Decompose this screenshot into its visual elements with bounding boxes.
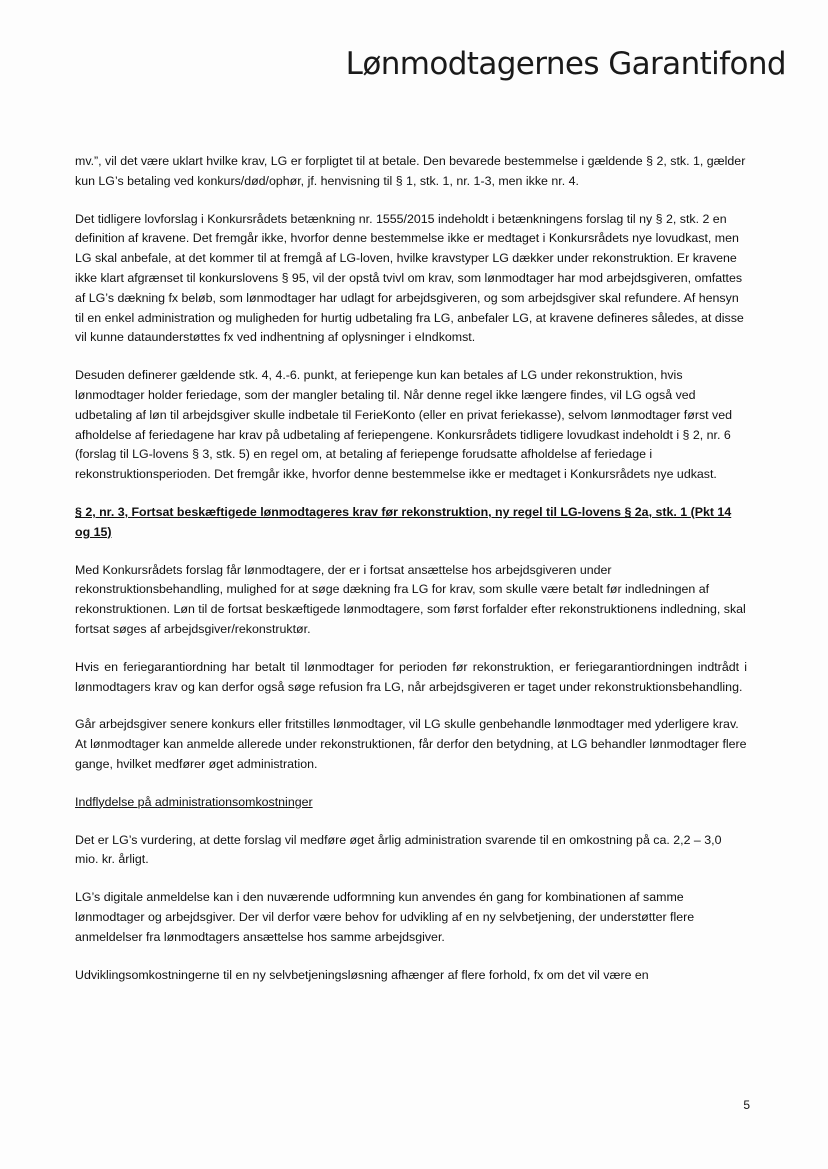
section-heading: § 2, nr. 3, Fortsat beskæftigede lønmodtageres krav før rekonstruktion, ny regel til LG-lovens § 2a, stk. 1 (Pkt 14 og 15) bbox=[75, 504, 732, 539]
paragraph: Det er LG’s vurdering, at dette forslag vil medføre øget årlig administration svarende til en omkostning på ca. 2,2 – 3,0 mio. kr. årligt. bbox=[75, 832, 722, 867]
paragraph: Hvis en feriegarantiordning har betalt til lønmodtager for perioden før rekonstruktion, er feriegarantiordningen indtrådt i lønmodtagers krav og kan derfor også søge refusion fra LG, når arbejdsgiveren er taget under rekonstruktionsbehandling. bbox=[75, 659, 747, 694]
paragraph: LG’s digitale anmeldelse kan i den nuværende udformning kun anvendes én gang for kombinationen af samme lønmodtager og arbejdsgiver. Der vil derfor være behov for udvikling af en ny selvbetjening, der understøtter flere anmeldelser fra lønmodtagers ansættelse hos samme arbejdsgiver. bbox=[75, 890, 695, 944]
organization-logo: Lønmodtagernes Garantifond bbox=[345, 46, 786, 82]
paragraph: Udviklingsomkostningerne til en ny selvbetjeningsløsning afhænger af flere forhold, fx om det vil være en bbox=[75, 967, 649, 982]
paragraph: Desuden definerer gældende stk. 4, 4.-6. punkt, at feriepenge kun kan betales af LG under rekonstruktion, hvis lønmodtager holder feriedage, som der mangler betaling til. Når denne regel ikke længere findes, vil LG også ved udbetaling af løn til arbejdsgiver skulle indbetale til FerieKonto (eller en privat feriekasse), selvom lønmodtager først ved afholdelse af feriedagene har krav på udbetaling af feriepengene. Konkursrådets tidligere lovudkast indeholdt i § 2, nr. 6 (forslag til LG-lovens § 3, stk. 5) en regel om, at betaling af feriepenge forudsatte afholdelse af feriedage i rekonstruktionsperioden. Det fremgår ikke, hvorfor denne bestemmelse ikke er medtaget i Konkursrådets nye udkast. bbox=[75, 368, 733, 482]
paragraph: Det tidligere lovforslag i Konkursrådets betænkning nr. 1555/2015 indeholdt i betænkningens forslag til ny § 2, stk. 2 en definition af kravene. Det fremgår ikke, hvorfor denne bestemmelse ikke er medtaget i Konkursrådets nye lovudkast, men LG skal anbefale, at det kommer til at fremgå af LG-loven, hvilke kravstyper LG dækker under rekonstruktion. Er kravene ikke klart afgrænset til konkurslovens § 95, vil der opstå tvivl om krav, som lønmodtager har mod arbejdsgiveren, omfattes af LG’s dækning fx beløb, som lønmodtager har udlagt for arbejdsgiveren, og som arbejdsgiver skal refundere. Af hensyn til en enkel administration og muligheden for hurtig udbetaling fra LG, anbefaler LG, at kravene defineres således, at disse vil kunne dataunderstøttes fx ved indhentning af oplysninger i eIndkomst. bbox=[75, 211, 744, 345]
paragraph: mv.”, vil det være uklart hvilke krav, LG er forpligtet til at betale. Den bevarede bestemmelse i gældende § 2, stk. 1, gælder kun LG’s betaling ved konkurs/død/ophør, jf. henvisning til § 1, stk. 1, nr. 1-3, men ikke nr. 4. bbox=[75, 154, 746, 188]
paragraph: Går arbejdsgiver senere konkurs eller fritstilles lønmodtager, vil LG skulle genbehandle lønmodtager med yderligere krav. At lønmodtager kan anmelde allerede under rekonstruktionen, får derfor den betydning, at LG behandler lønmodtager flere gange, hvilket medfører øget administration. bbox=[75, 717, 747, 771]
paragraph: Med Konkursrådets forslag får lønmodtagere, der er i fortsat ansættelse hos arbejdsgiveren under rekonstruktionsbehandling, mulighed for at søge dækning fra LG for krav, som skulle være betalt før indledningen af rekonstruktionen. Løn til de fortsat beskæftigede lønmodtagere, som først forfalder efter rekonstruktionens indledning, skal fortsat søges af arbejdsgiver/rekonstruktør. bbox=[75, 562, 746, 636]
page-number: 5 bbox=[743, 1098, 750, 1112]
document-body bbox=[75, 152, 747, 1003]
subsection-heading: Indflydelse på administrationsomkostninger bbox=[75, 794, 313, 809]
